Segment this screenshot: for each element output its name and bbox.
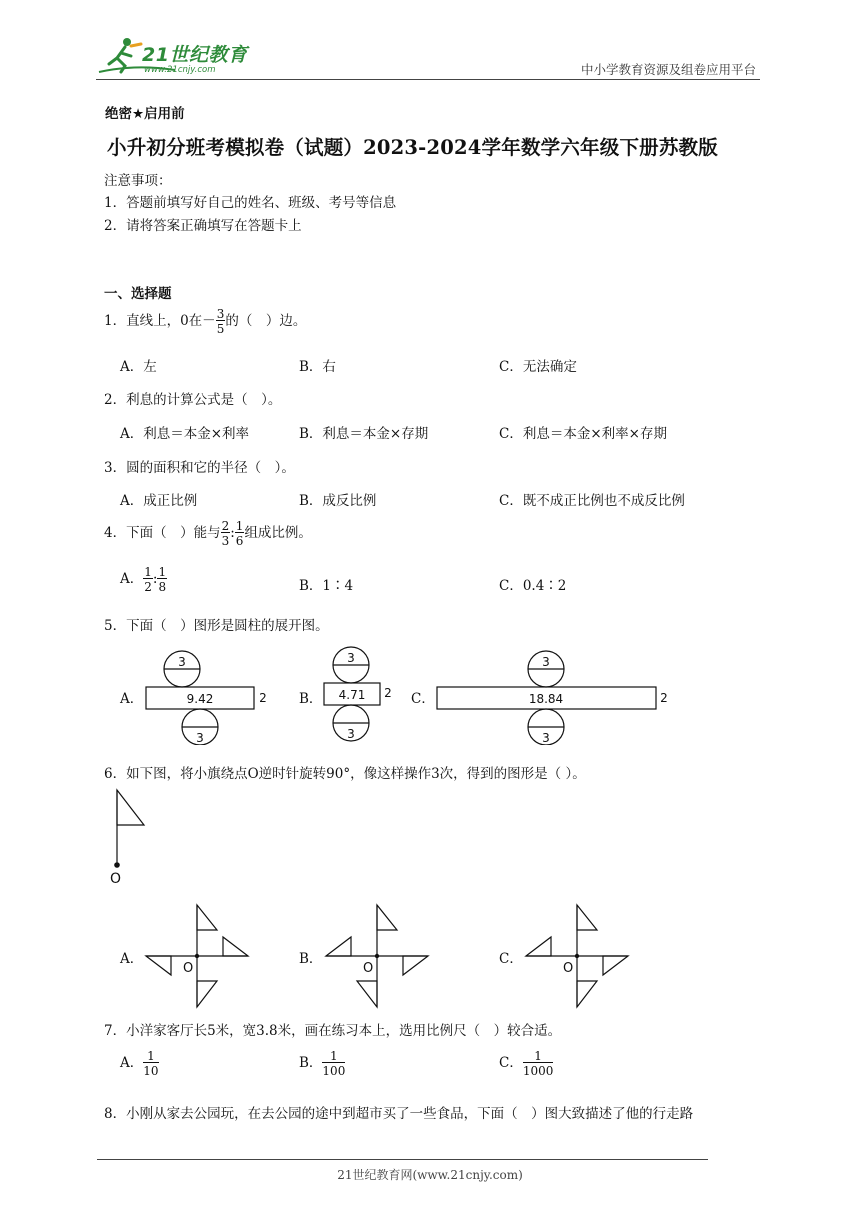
q2-option-a[interactable]: A．利息＝本金×利率 [120,426,250,442]
q5-option-b[interactable]: B． [299,691,323,707]
question-7: 7．小洋家客厅长5米，宽3.8米，画在练习本上，选用比例尺（ ）较合适。 [104,1023,562,1039]
q7-a-denominator: 10 [143,1064,159,1078]
q5-a-top-label: 3 [178,655,186,669]
q1-fraction [216,308,226,335]
q5-b-side-label: 2 [384,686,392,700]
q5-b-bottom-label: 3 [347,727,355,741]
q4-a-fraction-1 [143,566,153,593]
q1-option-b[interactable]: B．右 [299,359,336,375]
q6-option-b[interactable]: B． [299,951,323,967]
question-5: 5．下面（ ）图形是圆柱的展开图。 [104,618,329,634]
q1-denominator: 5 [216,322,225,336]
q5-c-top-label: 3 [542,655,550,669]
q6-point-label: O [110,871,122,886]
question-2: 2．利息的计算公式是（ ）。 [104,392,282,408]
q5-b-rect-label: 4.71 [338,688,366,702]
q7-option-b[interactable] [299,1050,345,1077]
q1-stem-pre: 1．直线上，0在－ [104,313,216,329]
q5-c-bottom-label: 3 [542,731,550,745]
q1-option-c[interactable]: C．无法确定 [499,359,577,375]
q5-c-rect-label: 18.84 [528,692,564,706]
q4-f1-numerator: 2 [221,519,230,533]
q4-option-a-label: A． [120,571,144,587]
q4-f2-numerator: 1 [235,519,244,533]
q6-a-point-label: O [183,961,194,976]
q4-stem-post: 组成比例。 [244,525,312,541]
q7-option-a[interactable] [120,1050,159,1077]
q4-option-c[interactable]: C．0.4∶2 [499,578,567,594]
q7-a-fraction [143,1050,158,1077]
q4-colon: : [230,525,235,541]
question-8: 8．小刚从家去公园玩，在去公园的途中到超市买了一些食品，下面（ ）图大致描述了他的行走路 [104,1106,694,1122]
notice-item-2: 2．请将答案正确填写在答题卡上 [104,218,302,234]
q1-stem-post: 的（ ）边。 [225,313,307,329]
q6-b-point-label: O [363,961,374,976]
q4-a-f2-denominator: 8 [158,580,167,594]
q7-b-denominator: 100 [322,1064,346,1078]
question-4 [104,520,312,547]
q5-option-c[interactable]: C． [411,691,435,707]
footer-divider [97,1159,708,1160]
q7-a-numerator: 1 [143,1050,158,1063]
q7-c-denominator: 1000 [522,1064,554,1078]
page-title: 小升初分班考模拟卷（试题）2023-2024学年数学六年级下册苏教版 [107,136,718,159]
q4-a-f2-numerator: 1 [158,565,167,579]
q4-a-f1-denominator: 2 [144,580,152,594]
q4-a-fraction-2 [157,566,167,593]
q7-option-a-label: A． [120,1055,144,1071]
header-divider [96,79,760,80]
q7-option-b-label: B． [299,1055,323,1071]
q6-option-c[interactable]: C． [499,951,523,967]
q2-option-b[interactable]: B．利息＝本金×存期 [299,426,429,442]
q3-option-c[interactable]: C．既不成正比例也不成反比例 [499,493,685,509]
q5-c-side-label: 2 [660,691,668,705]
secret-label: 绝密★启用前 [105,106,185,122]
notice-heading: 注意事项： [104,173,172,189]
q7-c-numerator: 1 [523,1050,554,1063]
question-6: 6．如下图，将小旗绕点O逆时针旋转90°，像这样操作3次，得到的图形是（ ）。 [104,766,586,782]
q4-fraction-2 [235,520,245,547]
q6-options-figure [140,900,640,1010]
q5-a-side-label: 2 [259,691,267,705]
q4-option-a[interactable] [120,566,167,593]
q5-b-top-label: 3 [347,651,355,665]
question-3: 3．圆的面积和它的半径（ ）。 [104,460,295,476]
logo-url: www.21cnjy.com [144,65,216,75]
q5-a-rect-label: 9.42 [186,692,214,706]
q6-flag-figure [100,786,160,886]
footer-text[interactable]: 21世纪教育网(www.21cnjy.com) [337,1168,523,1182]
q1-option-a[interactable]: A．左 [120,359,157,375]
question-1 [104,308,306,335]
q3-option-a[interactable]: A．成正比例 [120,493,198,509]
q3-option-b[interactable]: B．成反比例 [299,493,377,509]
q5-option-a[interactable]: A． [120,691,144,707]
q7-b-fraction [322,1050,345,1077]
q7-option-c[interactable] [499,1050,553,1077]
header-platform-text: 中小学教育资源及组卷应用平台 [580,62,756,77]
q6-c-point-label: O [563,961,574,976]
section-heading: 一、选择题 [104,286,172,302]
q4-f1-denominator: 3 [221,534,230,548]
notice-item-1: 1．答题前填写好自己的姓名、班级、考号等信息 [104,195,397,211]
q4-stem-pre: 4．下面（ ）能与 [104,525,221,541]
q2-option-c[interactable]: C．利息＝本金×利率×存期 [499,426,667,442]
q7-b-numerator: 1 [322,1050,345,1063]
q4-a-colon: : [152,571,158,587]
q4-f2-denominator: 6 [235,534,244,548]
q4-option-b[interactable]: B．1∶4 [299,578,354,594]
q5-cylinder-nets-figure [0,645,700,745]
q1-numerator: 3 [216,307,225,321]
logo-text: 21世纪教育 [142,44,248,66]
q7-c-fraction [523,1050,554,1077]
q5-a-bottom-label: 3 [196,731,204,745]
q6-option-a[interactable]: A． [120,951,144,967]
q4-fraction-1 [221,520,231,547]
q7-option-c-label: C． [499,1055,523,1071]
q4-a-f1-numerator: 1 [144,565,152,579]
